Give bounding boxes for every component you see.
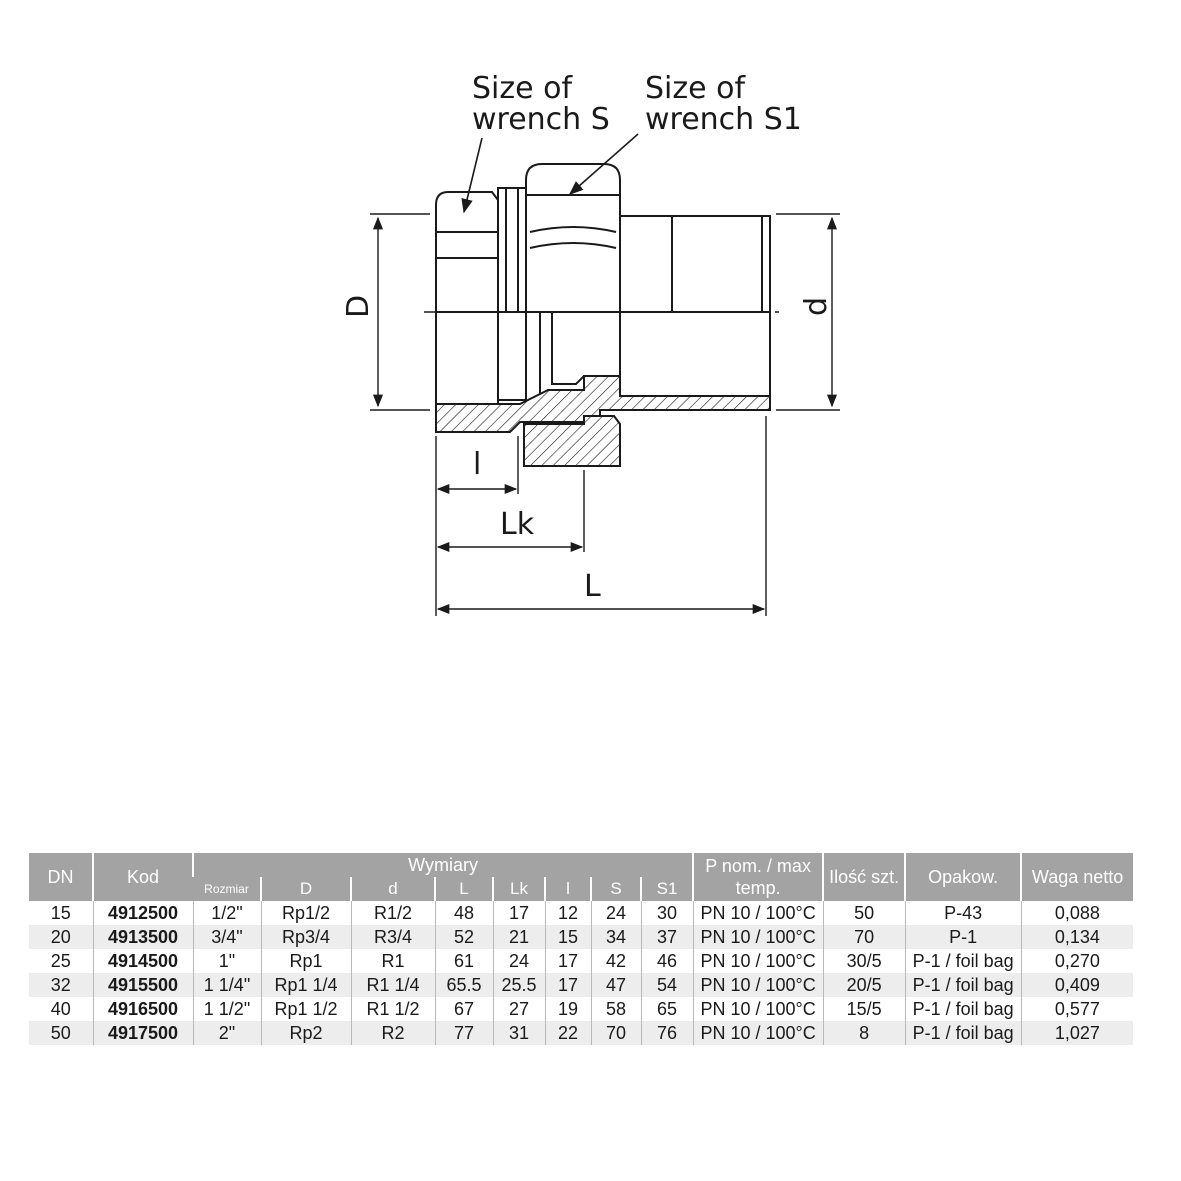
cell-L: 61: [435, 949, 493, 973]
dimension-Lk-label: Lk: [500, 507, 535, 542]
subheader-S: S: [591, 877, 641, 901]
cell-Lk: 17: [493, 901, 545, 925]
cell-kod: 4913500: [93, 925, 193, 949]
cell-d: R3/4: [351, 925, 435, 949]
fitting-body: [436, 164, 770, 410]
table-row: [29, 973, 1133, 997]
cell-ilosc: 50: [823, 901, 905, 925]
cell-ilosc: 20/5: [823, 973, 905, 997]
cell-ilosc: 15/5: [823, 997, 905, 1021]
cell-D: Rp1/2: [261, 901, 351, 925]
cell-pnom: PN 10 / 100°C: [693, 997, 823, 1021]
cell-S: 42: [591, 949, 641, 973]
subheader-l: l: [545, 877, 591, 901]
dimension-l-label: l: [473, 447, 482, 482]
header-wymiary: Wymiary: [193, 853, 693, 877]
header-kod: Kod: [93, 853, 193, 901]
subheader-D: D: [261, 877, 351, 901]
cell-S: 47: [591, 973, 641, 997]
cell-waga: 0,134: [1021, 925, 1133, 949]
cell-opakow: P-1 / foil bag: [905, 949, 1021, 973]
cell-dn: 32: [29, 973, 93, 997]
cell-l: 19: [545, 997, 591, 1021]
cell-kod: 4914500: [93, 949, 193, 973]
cell-dn: 15: [50, 903, 71, 923]
cell-Lk: 27: [493, 997, 545, 1021]
cell-rozmiar: 2": [193, 1021, 261, 1045]
cell-D: Rp1 1/4: [261, 973, 351, 997]
header-pnom: P nom. / max temp.: [693, 853, 823, 901]
cell-S1: 76: [641, 1021, 693, 1045]
cell-L: 67: [435, 997, 493, 1021]
cell-waga: 1,027: [1021, 1021, 1133, 1045]
cell-D: Rp1 1/2: [261, 997, 351, 1021]
cell-opakow: P-1 / foil bag: [905, 1021, 1021, 1045]
cell-ilosc: 30/5: [823, 949, 905, 973]
cell-dn: 20: [29, 925, 93, 949]
svg-text:Size of: Size of: [472, 71, 573, 106]
cell-rozmiar: 1/2": [193, 901, 261, 925]
callout-wrench-s: [472, 71, 610, 137]
cell-pnom: PN 10 / 100°C: [693, 1021, 823, 1045]
header-opakow: Opakow.: [905, 853, 1021, 901]
cell-l: 17: [545, 949, 591, 973]
cell-pnom: PN 10 / 100°C: [693, 925, 823, 949]
cell-opakow: P-1: [905, 925, 1021, 949]
header-dn: DN: [29, 853, 93, 901]
svg-text:wrench S1: wrench S1: [645, 102, 802, 137]
cell-l: 15: [545, 925, 591, 949]
cell-pnom: PN 10 / 100°C: [693, 901, 823, 925]
cell-D: Rp1: [261, 949, 351, 973]
leader-line-s: [464, 138, 482, 212]
cell-l: 22: [545, 1021, 591, 1045]
subheader-d: d: [351, 877, 435, 901]
subheader-Lk: Lk: [493, 877, 545, 901]
header-ilosc: Ilość szt.: [823, 853, 905, 901]
cell-dn: 25: [50, 951, 71, 971]
section-hatching: [436, 376, 770, 466]
cell-kod: 4916500: [93, 997, 193, 1021]
cell-S1: 54: [641, 973, 693, 997]
cell-opakow: P-43: [905, 901, 1021, 925]
cell-d: R2: [351, 1021, 435, 1045]
cell-d: R1: [351, 949, 435, 973]
cell-d: R1 1/2: [351, 997, 435, 1021]
subheader-L: L: [435, 877, 493, 901]
cell-pnom: PN 10 / 100°C: [693, 973, 823, 997]
cell-D: Rp2: [261, 1021, 351, 1045]
table-row: [29, 1021, 1133, 1045]
cell-S1: 65: [641, 997, 693, 1021]
table-row: [29, 901, 1133, 925]
cell-rozmiar: 1": [193, 949, 261, 973]
cell-ilosc: 8: [823, 1021, 905, 1045]
cell-waga: 0,270: [1021, 949, 1133, 973]
dimension-D: [370, 214, 430, 410]
cell-d: R1 1/4: [351, 973, 435, 997]
cell-L: 77: [435, 1021, 493, 1045]
cell-Lk: 31: [493, 1021, 545, 1045]
cell-S: 70: [591, 1021, 641, 1045]
svg-text:Size of: Size of: [645, 71, 746, 106]
cell-rozmiar: 1 1/4": [193, 973, 261, 997]
cell-kod: 4917500: [93, 1021, 193, 1045]
callout-wrench-s1: [645, 71, 802, 137]
cell-S1: 46: [641, 949, 693, 973]
cell-l: 12: [545, 901, 591, 925]
cell-kod: 4912500: [93, 901, 193, 925]
table-row: [29, 949, 1133, 973]
cell-S: 58: [591, 997, 641, 1021]
table-row: [29, 997, 1133, 1021]
svg-text:wrench S: wrench S: [472, 102, 610, 137]
table-row: [29, 925, 1133, 949]
cell-Lk: 21: [493, 925, 545, 949]
cell-kod: 4915500: [93, 973, 193, 997]
dimension-L-label: L: [584, 569, 601, 604]
specification-table: [29, 853, 1133, 1045]
subheader-rozmiar: Rozmiar: [193, 877, 261, 901]
cell-rozmiar: 1 1/2": [193, 997, 261, 1021]
cell-S: 34: [591, 925, 641, 949]
cell-S: 24: [591, 901, 641, 925]
cell-Lk: 25.5: [493, 973, 545, 997]
cell-dn: 50: [29, 1021, 93, 1045]
cell-ilosc: 70: [823, 925, 905, 949]
cell-waga: 0,088: [1021, 901, 1133, 925]
cell-S1: 30: [641, 901, 693, 925]
dimension-d-label: d: [799, 296, 834, 316]
header-waga: Waga netto: [1021, 853, 1133, 901]
cell-L: 52: [435, 925, 493, 949]
cell-opakow: P-1 / foil bag: [905, 973, 1021, 997]
cell-rozmiar: 3/4": [193, 925, 261, 949]
cell-waga: 0,409: [1021, 973, 1133, 997]
cell-L: 48: [435, 901, 493, 925]
cell-opakow: P-1 / foil bag: [905, 997, 1021, 1021]
cell-pnom: PN 10 / 100°C: [693, 949, 823, 973]
cell-dn: 40: [50, 999, 71, 1019]
cell-S1: 37: [641, 925, 693, 949]
cell-D: Rp3/4: [261, 925, 351, 949]
cell-L: 65.5: [435, 973, 493, 997]
cell-waga: 0,577: [1021, 997, 1133, 1021]
cell-l: 17: [545, 973, 591, 997]
cell-Lk: 24: [493, 949, 545, 973]
dimension-D-label: D: [341, 294, 376, 318]
subheader-S1: S1: [641, 877, 693, 901]
cell-d: R1/2: [351, 901, 435, 925]
